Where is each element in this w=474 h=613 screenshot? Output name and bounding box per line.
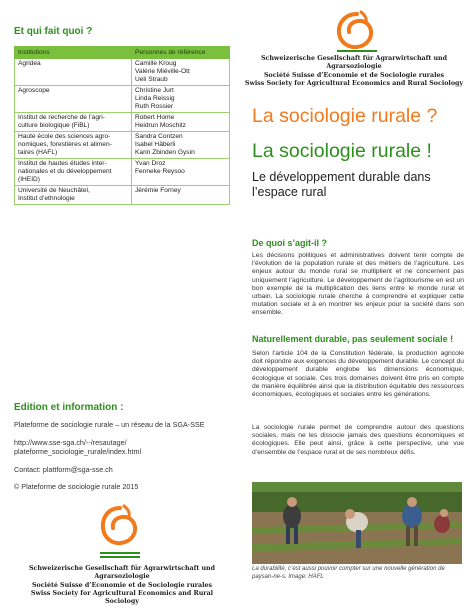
persons-cell (132, 132, 230, 159)
edition-url-line1[interactable]: http://www.sse-sga.ch/--/resautage/ (14, 437, 127, 447)
photo-caption: La durabilité, c’est aussi pouvoir compter sur une nouvelle génération de paysan-ne-s. Image: HAFL (252, 566, 445, 580)
institution-name-line: Institut de hautes études inter- (18, 160, 107, 167)
table-row (15, 132, 230, 159)
institution-name-line: Haute école des sciences agro- (18, 133, 111, 140)
edition-heading: Edition et information : (14, 402, 124, 413)
institution-name-line: nationales et du développement (18, 168, 112, 175)
institution-name-line: Institut d’ethnologie (18, 195, 75, 202)
table-row (15, 113, 230, 132)
institution-cell (15, 186, 132, 205)
table-row (15, 86, 230, 113)
institution-name-line: taires (HAFL) (18, 149, 58, 156)
institution-name-line: Institut de recherche de l’agri- (18, 114, 105, 121)
table-header-row (15, 47, 230, 59)
who-does-what-heading: Et qui fait quoi ? (14, 26, 93, 37)
society-name-fr: Société Suisse d’Economie et de Sociologie rurales (263, 71, 445, 79)
person-name: Karin Zbinden Gysin (135, 149, 195, 156)
edition-network: Plateforme de sociologie rurale – un réseau de la SGA-SSE (14, 420, 205, 429)
institution-name-line: (IHEID) (18, 176, 40, 183)
institution-cell (15, 59, 132, 86)
person-name: Camille Kroug (135, 60, 177, 67)
field-photo (252, 482, 462, 564)
heading-de-quoi: De quoi s’agit-il ? (252, 238, 328, 248)
person-name: Ueli Straub (135, 76, 168, 83)
column-header-institutions: Institutions (15, 47, 132, 59)
title-question: La sociologie rurale ? (252, 105, 438, 127)
edition-url-line2[interactable]: plateforme_sociologie_rurale/index.html (14, 447, 142, 456)
table-row (15, 159, 230, 186)
institution-name-line: nomiques, forestières et alimen- (18, 141, 112, 148)
person-name: Christine Jurt (135, 87, 174, 94)
society-logo-bottom (100, 504, 140, 562)
person-name: Fenneke Reysoo (135, 168, 185, 175)
society-name-fr: Société Suisse d’Economie et de Sociologie rurales (31, 581, 213, 589)
column-header-persons: Personnes de référence (132, 47, 230, 59)
society-name-en: Swiss Society for Agricultural Economics and Rural Sociology (30, 589, 214, 606)
society-name-en: Swiss Society for Agricultural Economics and Rural Sociology (244, 79, 464, 87)
persons-cell (132, 113, 230, 132)
institutions-table (14, 46, 230, 205)
society-name-bottom (14, 565, 230, 606)
person-name: Valérie Miéville-Ott (135, 68, 190, 75)
persons-cell (132, 86, 230, 113)
paragraph-de-quoi: Les décisions politiques et administratives doivent tenir compte de l’évolution de la population rurale et des métiers de l’agriculture. Les enjeux autour du monde rural se multiplient et ne concernent pas uniquement l’agriculture. Le développement de l’agritourisme en est un bon exemple de la multiplication des liens entre le monde rural et urbain. La sociologie rurale cherche à comprendre et expliquer cette mutation sociale et à en montrer les enjeux pour la société dans son ensemble. (252, 252, 464, 317)
table-row (15, 59, 230, 86)
persons-cell (132, 159, 230, 186)
institution-cell (15, 86, 132, 113)
title-exclamation: La sociologie rurale ! (252, 140, 432, 162)
persons-cell (132, 186, 230, 205)
society-name-top (244, 55, 464, 88)
person-name: Heidrun Moschitz (135, 122, 186, 129)
institution-name-line: Université de Neuchâtel, (18, 187, 90, 194)
person-name: Isabel Häberli (135, 141, 176, 148)
edition-copyright: © Plateforme de sociologie rurale 2015 (14, 482, 139, 491)
paragraph-article-104: Selon l’article 104 de la Constitution fédérale, la production agricole doit répondre aux exigences du développement durable. Le concept du développement durable englobe les dimensions économique, écologique et sociale. Ces trois domaines doivent être pris en compte de manière équilibrée ainsi que la distribution équitable des ressources économiques, écologiques et sociales entre les générations. (252, 350, 464, 399)
person-name: Linda Reissig (135, 95, 175, 102)
subtitle: Le développement durable dans l’espace rural (252, 170, 431, 199)
institution-cell (15, 132, 132, 159)
person-name: Yvan Droz (135, 160, 166, 167)
edition-info (14, 420, 230, 500)
edition-contact[interactable]: Contact: plattform@sga-sse.ch (14, 464, 113, 474)
institution-cell (15, 113, 132, 132)
person-name: Jérémie Forney (135, 187, 181, 194)
institution-cell (15, 159, 132, 186)
heading-naturellement-durable: Naturellement durable, pas seulement sociale ! (252, 334, 454, 344)
persons-cell (132, 59, 230, 86)
society-name-de: Schweizerische Gesellschaft für Agrarwirtschaft und Agrarsoziologie (28, 565, 216, 581)
society-name-de: Schweizerische Gesellschaft für Agrarwirtschaft und Agrarsoziologie (260, 55, 448, 71)
institution-name-line: Agroscope (18, 87, 50, 94)
edition-url[interactable] (14, 438, 230, 457)
paragraph-sociologie-rurale: La sociologie rurale permet de comprendre autour des questions sociales, mais ne les dissocie jamais des questions économiques et écologiques. Elle peut ainsi, grâce à cette perspective, une vue d’ensemble de l’espace rural et de ses nombreux défis. (252, 424, 464, 456)
society-logo-top (335, 10, 379, 54)
institution-name-line: culture biologique (FiBL) (18, 122, 90, 129)
institution-name-line: Agridea (18, 60, 41, 67)
person-name: Robert Home (135, 114, 175, 121)
person-name: Sandra Contzen (135, 133, 183, 140)
table-row (15, 186, 230, 205)
person-name: Ruth Rossier (135, 103, 174, 110)
